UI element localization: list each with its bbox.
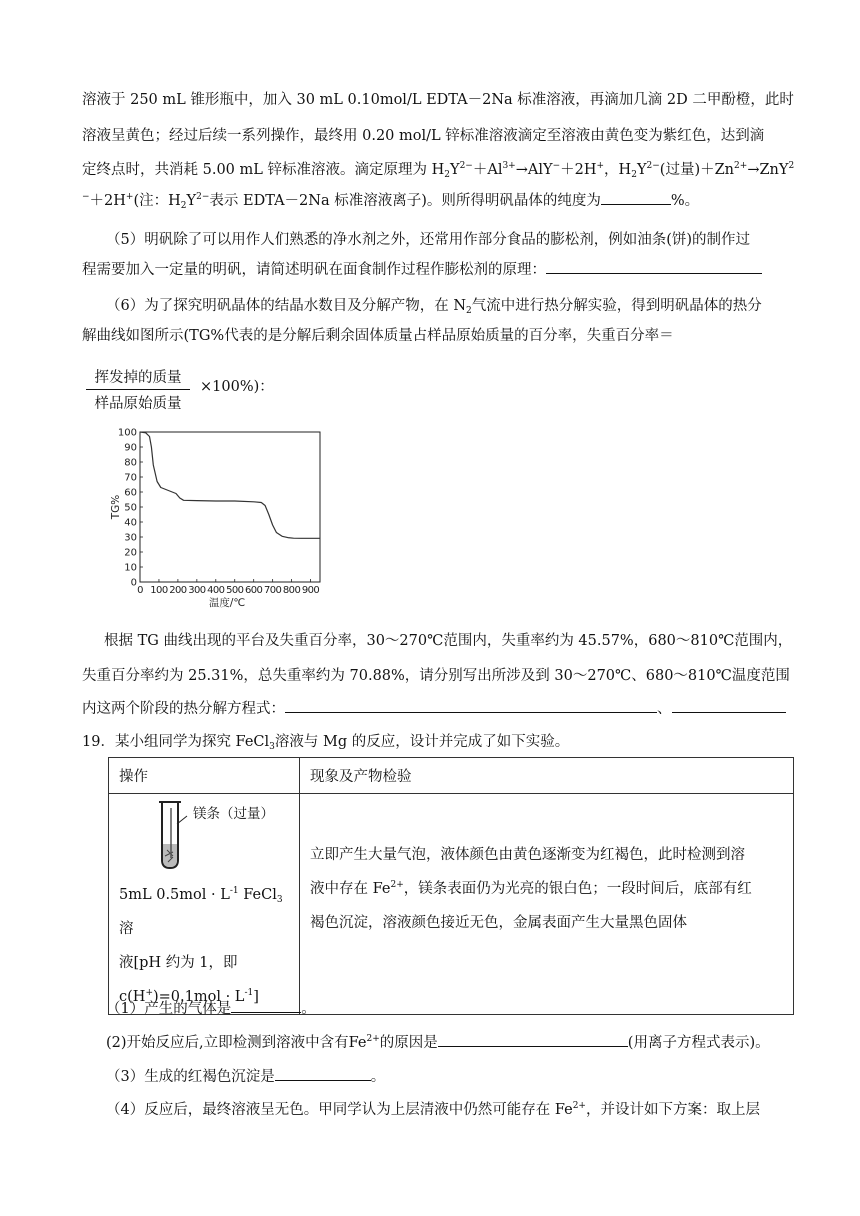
y-tick-label: 80	[124, 457, 137, 469]
x-tick-label: 500	[226, 585, 244, 596]
tg-analysis-line-1: 根据 TG 曲线出现的平台及失重百分率，30～270℃范围内，失重率约为 45.57%，680～810℃范围内，	[104, 633, 793, 649]
observation-line-1: 立即产生大量气泡，液体颜色由黄色逐渐变为红褐色，此时检测到溶	[310, 847, 745, 863]
q19-part-3: （3）生成的红褐色沉淀是 。	[106, 1066, 385, 1087]
fraction-denominator: 样品原始质量	[94, 396, 182, 412]
header-operation: 操作	[109, 758, 300, 794]
magnesium-strip-label: 镁条（过量）	[193, 806, 274, 822]
equation-blank-2[interactable]	[672, 698, 786, 713]
operation-text	[119, 878, 289, 1014]
plot-frame	[140, 432, 320, 582]
y-tick-label: 70	[124, 472, 137, 484]
operation-line-1: 5mL $0.5mol \cdot L^{-1}$ FeCl$_3$溶	[119, 886, 283, 937]
q5-text-line-2: 程需要加入一定量的明矾，请简述明矾在面食制作过程作膨松剂的原理：	[82, 259, 762, 280]
purity-answer-blank[interactable]	[601, 190, 671, 205]
observation-text	[310, 838, 783, 970]
y-tick-label: 60	[124, 487, 137, 499]
q19-part-4: （4）反应后，最终溶液呈无色。甲同学认为上层清液中仍然可能存在 $Fe^{2+}$，并设计如下方案：取上层	[106, 1101, 760, 1118]
y-tick-label: 50	[124, 502, 137, 514]
x-tick-label: 700	[263, 585, 282, 596]
precipitate-answer-blank[interactable]	[275, 1066, 371, 1081]
tg-analysis-line-3: 内这两个阶段的热分解方程式： 、	[82, 698, 786, 719]
test-tube-figure	[119, 794, 289, 874]
x-tick-label: 100	[150, 585, 168, 596]
operation-line-3: $c(H^+)=0.1mol \cdot L^{-1}$]	[119, 988, 259, 1005]
q19-title: 19．某小组同学为探究 FeCl$_3$溶液与 Mg 的反应，设计并完成了如下实验。	[82, 734, 570, 752]
x-tick-label: 200	[169, 585, 187, 596]
y-tick-label: 20	[124, 547, 137, 559]
y-axis-label: TG%	[110, 494, 122, 520]
q6-text-line-2: 解曲线如图所示(TG%代表的是分解后剩余固体质量占样品原始质量的百分率，失重百分率＝	[82, 328, 674, 344]
y-tick-label: 90	[124, 442, 137, 454]
fraction-multiplier: ×100%)：	[200, 379, 274, 395]
observation-cell	[300, 794, 794, 1015]
gas-answer-blank[interactable]	[231, 998, 301, 1013]
observation-line-2: 液中存在 $Fe^{2+}$，镁条表面仍为光亮的银白色；一段时间后，底部有红	[310, 880, 752, 897]
x-tick-label: 800	[282, 585, 301, 596]
y-tick-label: 30	[124, 532, 137, 544]
tg-analysis-line-2: 失重百分率约为 25.31%，总失重率约为 70.88%，请分别写出所涉及到 30～270℃、680～810℃温度范围	[82, 668, 790, 684]
q19-part-2: (2)开始反应后,立即检测到溶液中含有$Fe^{2+}$的原因是 (用离子方程式表示)。	[106, 1034, 770, 1051]
x-axis-label: 温度/℃	[208, 597, 246, 609]
x-tick-label: 0	[137, 585, 143, 596]
q4-text-line-2: 溶液呈黄色；经过后续一系列操作，最终用 0.20 mol/L 锌标准溶液滴定至溶液由黄色变为紫红色，达到滴	[82, 128, 765, 144]
x-tick-label: 400	[207, 585, 225, 596]
weight-loss-fraction	[86, 366, 190, 413]
observation-line-3: 褐色沉淀，溶液颜色接近无色，金属表面产生大量黑色固体	[310, 915, 687, 931]
equation-blank-1[interactable]	[285, 698, 657, 713]
q4-text-line-4: −＋2H+(注：$H_2Y^{2-}$表示 EDTA－2Na 标准溶液离子)。则所得明矾晶体的纯度为 %。	[82, 192, 700, 211]
fraction-numerator: 挥发掉的质量	[94, 370, 182, 386]
leavening-principle-blank[interactable]	[546, 259, 762, 274]
operation-cell	[109, 794, 300, 1015]
y-tick-label: 40	[124, 517, 137, 529]
tg-curve-line	[140, 432, 320, 538]
ionic-equation-blank[interactable]	[438, 1032, 628, 1047]
q6-text-line-1: （6）为了探究明矾晶体的结晶水数目及分解产物，在 $N_2$气流中进行热分解实验，得到明矾晶体的热分	[106, 298, 762, 316]
q19-part-1: （1）产生的气体是 。	[106, 998, 316, 1019]
y-tick-label: 100	[117, 427, 137, 439]
header-observation: 现象及产物检验	[300, 758, 794, 794]
q4-text-line-1: 溶液于 250 mL 锥形瓶中，加入 30 mL 0.10mol/L EDTA－2Na 标准溶液，再滴加几滴 2D 二甲酚橙，此时	[82, 92, 794, 108]
x-tick-label: 600	[245, 585, 263, 596]
q4-text-line-3: 定终点时，共消耗 5.00 mL 锌标准溶液。滴定原理为 $H_2Y^{2-}+Al^{3+}\to AlY^-+2H^+$，$H_2Y^{2-}$(过量)$+Zn^{2+}\to ZnY^2$	[82, 161, 795, 180]
experiment-table	[108, 757, 794, 1015]
tg-curve-chart	[108, 422, 328, 614]
x-tick-label: 300	[188, 585, 206, 596]
y-tick-label: 10	[124, 562, 137, 574]
y-tick-label: 0	[130, 577, 137, 589]
operation-line-2: 液[pH 约为 1，即	[119, 955, 238, 971]
x-tick-label: 900	[301, 585, 320, 596]
q5-text-line-1: （5）明矾除了可以用作人们熟悉的净水剂之外，还常用作部分食品的膨松剂，例如油条(饼)的制作过	[106, 232, 751, 248]
